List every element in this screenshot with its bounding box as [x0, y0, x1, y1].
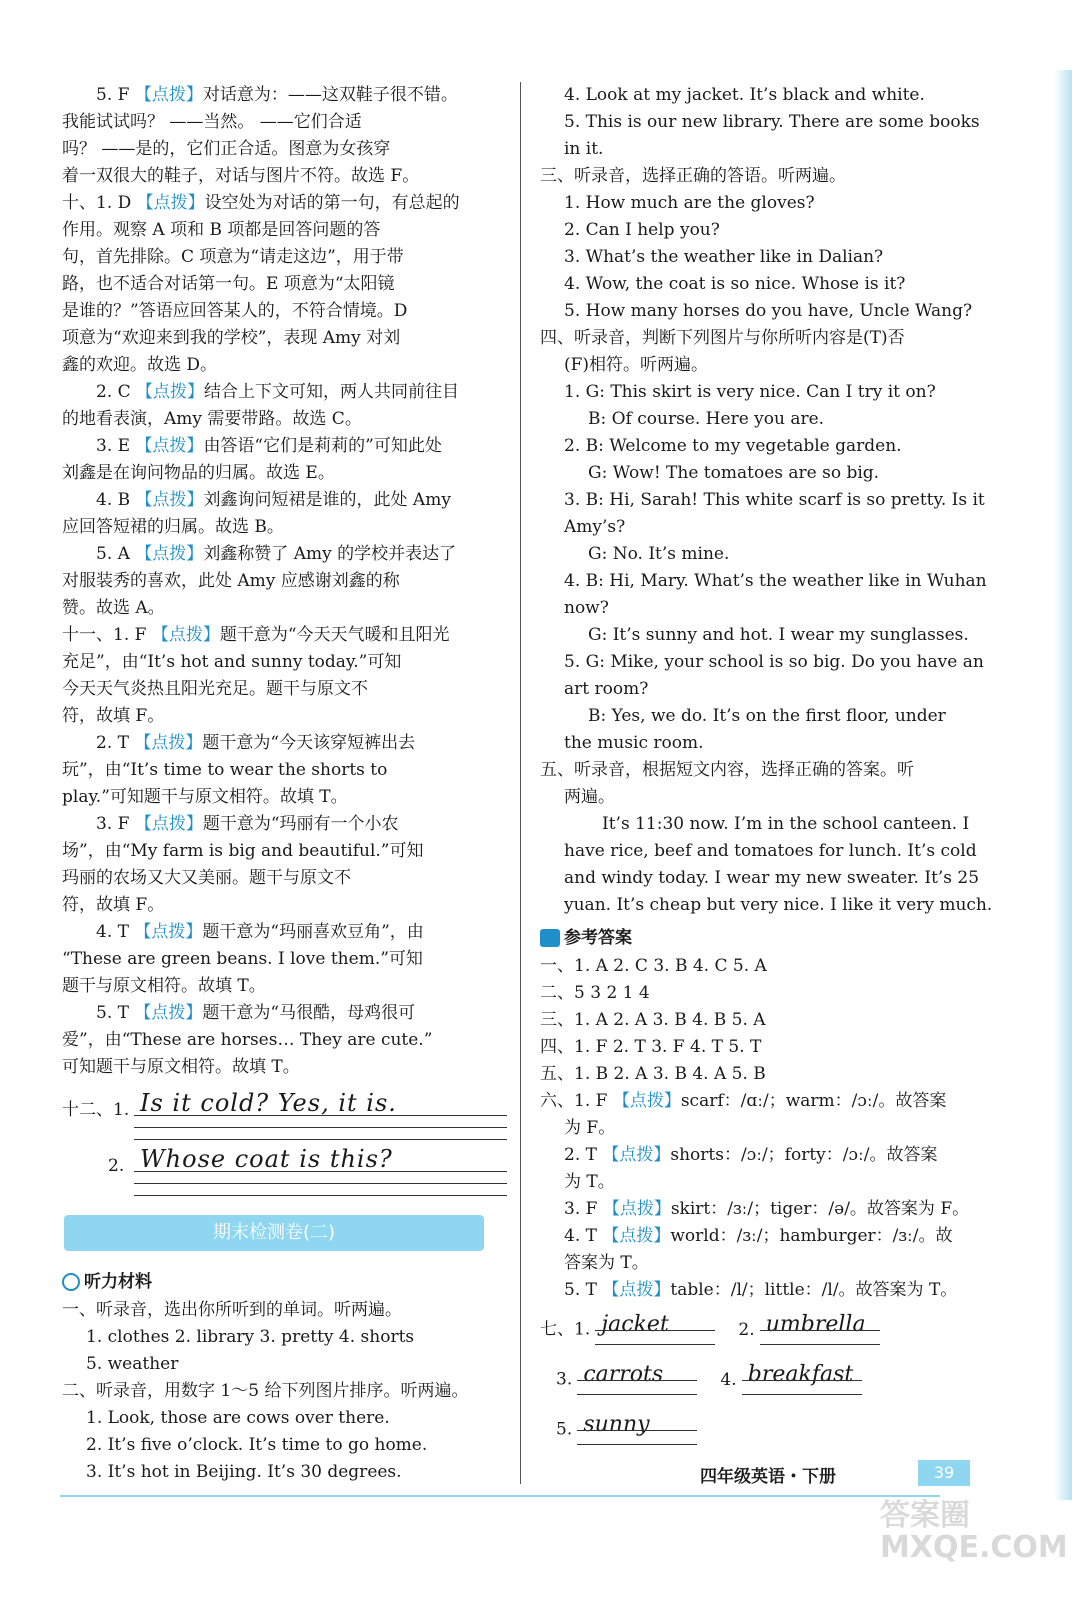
text-line: “These are green beans. I love them.”可知	[62, 949, 423, 969]
text-line: 1. G: This skirt is very nice. Can I try it on?	[564, 382, 936, 402]
ruled-line	[134, 1195, 507, 1196]
section-7-label: 七、	[540, 1319, 574, 1340]
footer-rule	[60, 1495, 940, 1497]
text-line: 五、1. B 2. A 3. B 4. A 5. B	[540, 1064, 766, 1084]
text-line: the music room.	[564, 733, 704, 753]
handwriting-text: Whose coat is this?	[140, 1145, 393, 1173]
text-line: 二、听录音，用数字 1～5 给下列图片排序。听两遍。	[62, 1381, 469, 1401]
hint-tag: 【点拨】	[602, 1280, 671, 1300]
item-number: 2.	[738, 1319, 755, 1340]
text-line: 一、听录音，选出你所听到的单词。听两遍。	[62, 1300, 402, 1320]
hint-tag: 【点拨】	[134, 85, 203, 105]
text-line: G: Wow! The tomatoes are so big.	[588, 463, 880, 483]
text-line: 5. T 【点拨】题干意为“马很酷，母鸡很可	[96, 1003, 416, 1023]
text-line: 项意为“欢迎来到我的学校”，表现 Amy 对刘	[62, 328, 401, 348]
text-line: 是谁的？”答语应回答某人的，不符合情境。D	[62, 301, 408, 321]
text-line: 十一、1. F 【点拨】题干意为“今天天气暖和且阳光	[62, 625, 450, 645]
handwriting-answer-2	[62, 1145, 517, 1201]
item-number: 1.	[574, 1319, 591, 1340]
text-line: 5. G: Mike, your school is so big. Do you have an	[564, 652, 984, 672]
text-line: 场”，由“My farm is big and beautiful.”可知	[62, 841, 424, 861]
hint-tag: 【点拨】	[136, 382, 205, 402]
text-line: B: Yes, we do. It’s on the first floor, under	[588, 706, 946, 726]
answers-header	[540, 923, 980, 953]
text-line: 4. T 【点拨】world：/ɜː/；hamburger：/ɜː/。故	[564, 1226, 953, 1246]
text-line: G: No. It’s mine.	[588, 544, 730, 564]
text-line: 四、1. F 2. T 3. F 4. T 5. T	[540, 1037, 762, 1057]
hw-word: umbrella	[765, 1312, 866, 1337]
column-divider	[520, 82, 521, 1484]
text-line: 1. clothes 2. library 3. pretty 4. shorts	[86, 1327, 415, 1347]
text-line: 3. B: Hi, Sarah! This white scarf is so pretty. Is it	[564, 490, 985, 510]
hint-tag: 【点拨】	[134, 733, 203, 753]
page-number: 39	[918, 1460, 970, 1486]
text-line: 4. Wow, the coat is so nice. Whose is it?	[564, 274, 906, 294]
section-7-handwriting	[540, 1310, 980, 1460]
text-line: 3. F 【点拨】skirt：/ɜː/；tiger：/ə/。故答案为 F。	[564, 1199, 970, 1219]
text-line: 4. Look at my jacket. It’s black and white.	[564, 85, 925, 105]
hw-word-slot	[577, 1360, 697, 1400]
answers-text-block	[540, 953, 980, 1304]
page-edge-decoration	[1054, 70, 1072, 1500]
right-text-block	[540, 82, 993, 919]
hint-tag: 【点拨】	[612, 1091, 681, 1111]
person-icon	[540, 929, 560, 947]
item-number: 3.	[556, 1369, 573, 1390]
hint-tag: 【点拨】	[135, 436, 204, 456]
ruled-line	[134, 1171, 507, 1172]
text-line: 2. It’s five o’clock. It’s time to go home.	[86, 1435, 428, 1455]
text-line: 题干与原文相符。故填 T。	[62, 976, 266, 996]
text-line: 六、1. F 【点拨】scarf：/ɑː/；warm：/ɔː/。故答案	[540, 1091, 947, 1111]
text-line: 吗？ ——是的，它们正合适。图意为女孩穿	[62, 139, 391, 159]
text-line: 一、1. A 2. C 3. B 4. C 5. A	[540, 956, 767, 976]
hint-tag: 【点拨】	[151, 625, 220, 645]
text-line: B: Of course. Here you are.	[588, 409, 825, 429]
text-line: (F)相符。听两遍。	[564, 355, 709, 375]
text-line: 5. A 【点拨】刘鑫称赞了 Amy 的学校并表达了	[96, 544, 457, 564]
hint-tag: 【点拨】	[602, 1145, 671, 1165]
hint-tag: 【点拨】	[135, 544, 204, 564]
text-line: have rice, beef and tomatoes for lunch. It’s cold	[564, 841, 977, 861]
hw-word: sunny	[583, 1412, 650, 1437]
text-line: 今天天气炎热且阳光充足。题干与原文不	[62, 679, 368, 699]
listening-text-block	[62, 1297, 517, 1486]
text-line: 3. It’s hot in Beijing. It’s 30 degrees.	[86, 1462, 402, 1482]
item-number: 4.	[720, 1369, 737, 1390]
text-line: art room?	[564, 679, 649, 699]
text-line: 5. This is our new library. There are some books	[564, 112, 980, 132]
hw-word: breakfast	[747, 1362, 854, 1387]
hint-tag: 【点拨】	[135, 490, 204, 510]
hint-tag: 【点拨】	[136, 193, 205, 213]
section-banner: 期末检测卷(二)	[64, 1215, 484, 1251]
hint-tag: 【点拨】	[134, 814, 203, 834]
left-text-block	[62, 82, 517, 1081]
hint-tag: 【点拨】	[134, 922, 203, 942]
text-line: 2. T 【点拨】题干意为“今天该穿短裤出去	[96, 733, 416, 753]
text-line: 三、听录音，选择正确的答语。听两遍。	[540, 166, 846, 186]
text-line: 4. B 【点拨】刘鑫询问短裙是谁的，此处 Amy	[96, 490, 451, 510]
text-line: 赞。故选 A。	[62, 598, 165, 618]
text-line: 2. T 【点拨】shorts：/ɔː/；forty：/ɔː/。故答案	[564, 1145, 938, 1165]
text-line: 2. C 【点拨】结合上下文可知，两人共同前往目	[96, 382, 460, 402]
text-line: 4. B: Hi, Mary. What’s the weather like in Wuhan	[564, 571, 987, 591]
text-line: and windy today. I wear my new sweater. It’s 25	[564, 868, 980, 888]
text-line: 为 T。	[564, 1172, 615, 1192]
handwriting-text: Is it cold? Yes, it is.	[140, 1089, 397, 1117]
hint-tag: 【点拨】	[134, 1003, 203, 1023]
item-number: 5.	[556, 1419, 573, 1440]
text-line: Amy’s?	[564, 517, 626, 537]
text-line: 符，故填 F。	[62, 706, 165, 726]
ruled-line	[134, 1127, 507, 1128]
text-line: 5. F 【点拨】对话意为：——这双鞋子很不错。	[96, 85, 458, 105]
text-line: 5. T 【点拨】table：/l/；little：/l/。故答案为 T。	[564, 1280, 958, 1300]
text-line: 可知题干与原文相符。故填 T。	[62, 1057, 300, 1077]
listening-header	[62, 1267, 517, 1297]
text-line: 着一双很大的鞋子，对话与图片不符。故选 F。	[62, 166, 420, 186]
text-line: in it.	[564, 139, 604, 159]
handwriting-number: 十二、1.	[62, 1100, 130, 1120]
left-column	[62, 82, 517, 1486]
hw-word-slot	[577, 1410, 697, 1450]
text-line: 3. F 【点拨】题干意为“玛丽有一个小农	[96, 814, 399, 834]
text-line: 应回答短裙的归属。故选 B。	[62, 517, 284, 537]
text-line: 2. B: Welcome to my vegetable garden.	[564, 436, 902, 456]
text-line: 2. Can I help you?	[564, 220, 720, 240]
text-line: 我能试试吗？ ——当然。 ——它们合适	[62, 112, 362, 132]
text-line: 两遍。	[564, 787, 615, 807]
text-line: 句，首先排除。C 项意为“请走这边”，用于带	[62, 247, 404, 267]
text-line: 答案为 T。	[564, 1253, 649, 1273]
handwriting-answer-1	[62, 1089, 517, 1145]
text-line: 作用。观察 A 项和 B 项都是回答问题的答	[62, 220, 381, 240]
text-line: now?	[564, 598, 609, 618]
watermark: 答案圈 MXQE.COM	[880, 1498, 1068, 1565]
ruled-line	[134, 1115, 507, 1116]
text-line: yuan. It’s cheap but very nice. I like it very much.	[564, 895, 993, 915]
headphones-icon	[62, 1273, 80, 1291]
ruled-line	[134, 1139, 507, 1140]
text-line: 符，故填 F。	[62, 895, 165, 915]
text-line: 玛丽的农场又大又美丽。题干与原文不	[62, 868, 351, 888]
text-line: play.”可知题干与原文相符。故填 T。	[62, 787, 348, 807]
hw-word: carrots	[583, 1362, 664, 1387]
hw-word: jacket	[601, 1312, 669, 1337]
text-line: 3. E 【点拨】由答语“它们是莉莉的”可知此处	[96, 436, 442, 456]
text-line: 三、1. A 2. A 3. B 4. B 5. A	[540, 1010, 766, 1030]
hint-tag: 【点拨】	[602, 1199, 671, 1219]
text-line: 二、5 3 2 1 4	[540, 983, 650, 1003]
text-line: 4. T 【点拨】题干意为“玛丽喜欢豆角”，由	[96, 922, 424, 942]
hw-word-slot	[595, 1310, 715, 1350]
hw-word-slot	[742, 1360, 862, 1400]
text-line: 四、听录音，判断下列图片与你所听内容是(T)否	[540, 328, 905, 348]
text-line: 五、听录音，根据短文内容，选择正确的答案。听	[540, 760, 914, 780]
answers-title: 参考答案	[564, 928, 632, 948]
text-line: 1. Look, those are cows over there.	[86, 1408, 390, 1428]
text-line: It’s 11:30 now. I’m in the school canteen. I	[602, 814, 970, 834]
text-line: 的地看表演，Amy 需要带路。故选 C。	[62, 409, 362, 429]
text-line: 5. weather	[86, 1354, 179, 1374]
text-line: 爱”，由“These are horses… They are cute.”	[62, 1030, 433, 1050]
text-line: 3. What’s the weather like in Dalian?	[564, 247, 884, 267]
right-column	[540, 82, 993, 1460]
footer-title: 四年级英语・下册	[700, 1467, 836, 1487]
ruled-line	[134, 1183, 507, 1184]
text-line: 1. How much are the gloves?	[564, 193, 815, 213]
text-line: 为 F。	[564, 1118, 616, 1138]
listening-title: 听力材料	[84, 1272, 152, 1292]
text-line: 刘鑫是在询问物品的归属。故选 E。	[62, 463, 335, 483]
text-line: G: It’s sunny and hot. I wear my sunglasses.	[588, 625, 969, 645]
text-line: 路，也不适合对话第一句。E 项意为“太阳镜	[62, 274, 395, 294]
hint-tag: 【点拨】	[602, 1226, 671, 1246]
hw-word-slot	[760, 1310, 880, 1350]
text-line: 鑫的欢迎。故选 D。	[62, 355, 218, 375]
text-line: 充足”，由“It’s hot and sunny today.”可知	[62, 652, 402, 672]
text-line: 十、1. D 【点拨】设空处为对话的第一句，有总起的	[62, 193, 460, 213]
text-line: 对服装秀的喜欢，此处 Amy 应感谢刘鑫的称	[62, 571, 400, 591]
text-line: 5. How many horses do you have, Uncle Wang?	[564, 301, 973, 321]
handwriting-number: 2.	[108, 1156, 125, 1176]
text-line: 玩”，由“It’s time to wear the shorts to	[62, 760, 388, 780]
